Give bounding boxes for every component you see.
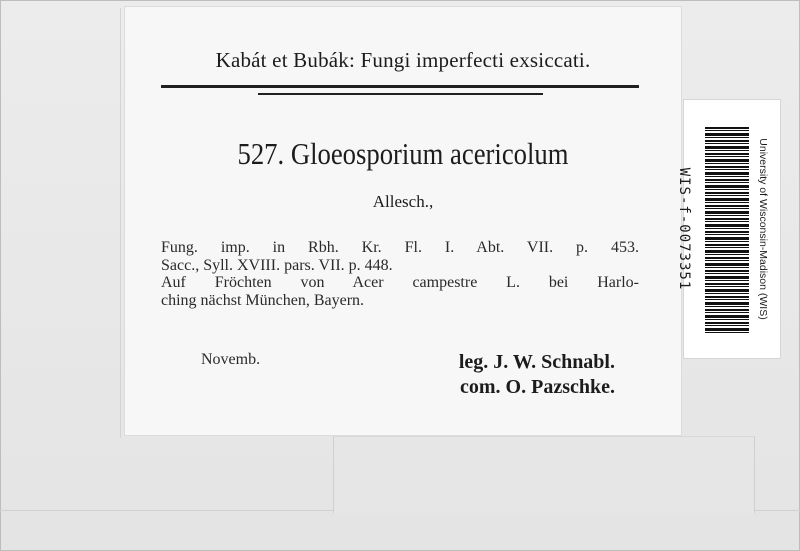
locality-line: ching nächst München, Bayern.	[161, 291, 365, 309]
series-title: Kabát et Bubák: Fungi imperfecti exsiccati.	[215, 48, 591, 72]
sheet-fold-line	[120, 8, 121, 438]
citation-line: Sacc., Syll. XVIII. pars. VII. p. 448.	[161, 256, 393, 274]
title-rule-thick	[161, 85, 639, 88]
locality-line: Auf Fröchten von Acer campestre L. bei Harlo-	[161, 274, 639, 292]
citation-block	[161, 239, 639, 309]
species-author: Allesch.,	[372, 192, 434, 211]
collection-date: Novemb.	[201, 351, 261, 368]
collector-block	[405, 350, 615, 400]
specimen-label	[125, 7, 681, 435]
species-name: 527. Gloeosporium acericolum	[237, 136, 569, 171]
envelope-flap	[333, 436, 755, 513]
communicator-line: com. O. Pazschke.	[460, 376, 615, 398]
citation-line: Fung. imp. in Rbh. Kr. Fl. I. Abt. VII. p. 453.	[161, 239, 639, 256]
title-rule-thin	[258, 93, 543, 95]
collector-line: leg. J. W. Schnabl.	[458, 351, 615, 373]
barcode-icon	[705, 127, 749, 335]
